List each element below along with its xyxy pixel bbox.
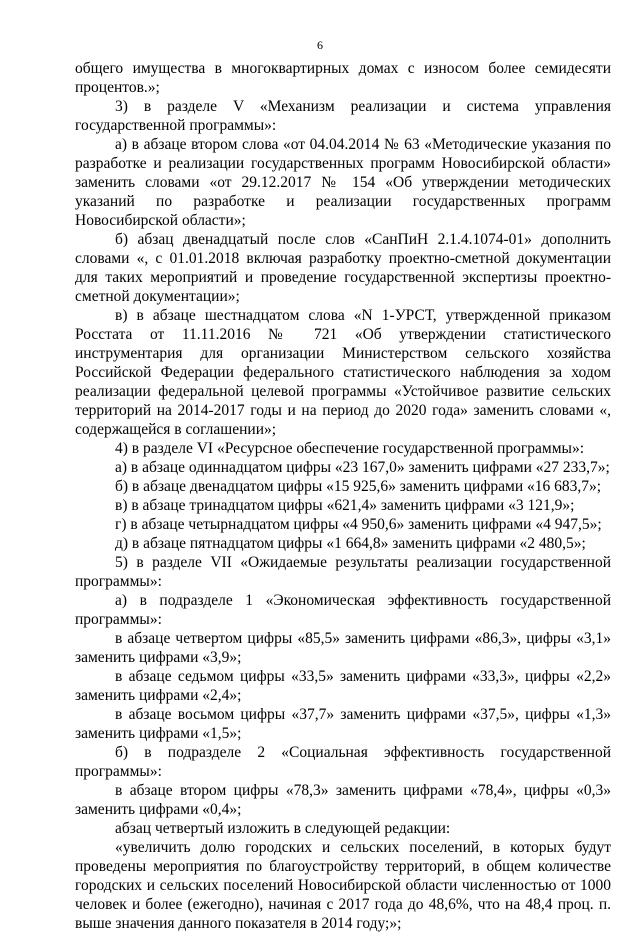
paragraph: а) в подразделе 1 «Экономическая эффективность государственной программы»:: [75, 592, 611, 628]
paragraph: а) в абзаце одиннадцатом цифры «23 167,0» заменить цифрами «27 233,7»;: [115, 459, 610, 476]
paragraph: б) абзац двенадцатый после слов «СанПиН 2.1.4.1074-01» дополнить словами «, с 01.01.2018 включая разработку проектно-сметной документации для таких мероприятий и проведение государственной экспертизы проектно-сметной документации»;: [75, 231, 611, 305]
paragraph: д) в абзаце пятнадцатом цифры «1 664,8» заменить цифрами «2 480,5»;: [115, 535, 586, 552]
paragraph: в абзаце четвертом цифры «85,5» заменить цифрами «86,3», цифры «3,1» заменить цифрами «3,9»;: [75, 630, 611, 666]
paragraph: абзац четвертый изложить в следующей редакции:: [115, 820, 451, 837]
paragraph: в абзаце седьмом цифры «33,5» заменить цифрами «33,3», цифры «2,2» заменить цифрами «2,4»;: [75, 668, 611, 704]
paragraph: 5) в разделе VII «Ожидаемые результаты реализации государственной программы»:: [75, 554, 611, 590]
paragraph: г) в абзаце четырнадцатом цифры «4 950,6» заменить цифрами «4 947,5»;: [115, 516, 602, 533]
page-number: 6: [317, 38, 323, 52]
paragraph: в) в абзаце шестнадцатом слова «N 1-УРСТ, утвержденной приказом Росстата от 11.11.2016 № 721 «Об утверждении статистического инструментария для организации Министерством сельского хозяйства Российской Федерации федерального статистического наблюдения за ходом реализации федеральной целевой программы «Устойчивое развитие сельских территорий на 2014-2017 годы и на период до 2020 года» заменить словами «, содержащейся в соглашении»;: [75, 307, 611, 438]
paragraph: б) в подразделе 2 «Социальная эффективность государственной программы»:: [75, 744, 611, 780]
paragraph: общего имущества в многоквартирных домах с износом более семидесяти процентов.»;: [75, 60, 611, 96]
paragraph: 3) в разделе V «Механизм реализации и система управления государственной программы»:: [75, 98, 611, 134]
paragraph: 4) в разделе VI «Ресурсное обеспечение государственной программы»:: [115, 440, 585, 457]
paragraph: в) в абзаце тринадцатом цифры «621,4» заменить цифрами «3 121,9»;: [115, 497, 575, 514]
paragraph: в абзаце восьмом цифры «37,7» заменить цифрами «37,5», цифры «1,3» заменить цифрами «1,5»;: [75, 706, 611, 742]
paragraph: б) в абзаце двенадцатом цифры «15 925,6» заменить цифрами «16 683,7»;: [115, 478, 602, 495]
paragraph: «увеличить долю городских и сельских поселений, в которых будут проведены мероприятия по благоустройству территорий, в общем количестве городских и сельских поселений Новосибирской области численностью от 1000 человек и более (ежегодно), начиная с 2017 года до 48,6%, что на 48,4 проц. п. выше значения данного показателя в 2014 году;»;: [75, 839, 611, 932]
paragraph: в абзаце втором цифры «78,3» заменить цифрами «78,4», цифры «0,3» заменить цифрами «0,4»;: [75, 782, 611, 818]
paragraph: а) в абзаце втором слова «от 04.04.2014 № 63 «Методические указания по разработке и реализации государственных программ Новосибирской области» заменить словами «от 29.12.2017 № 154 «Об утверждении методических указаний по разработке и реализации государственных программ Новосибирской области»;: [75, 136, 611, 229]
document-body: [75, 59, 611, 933]
